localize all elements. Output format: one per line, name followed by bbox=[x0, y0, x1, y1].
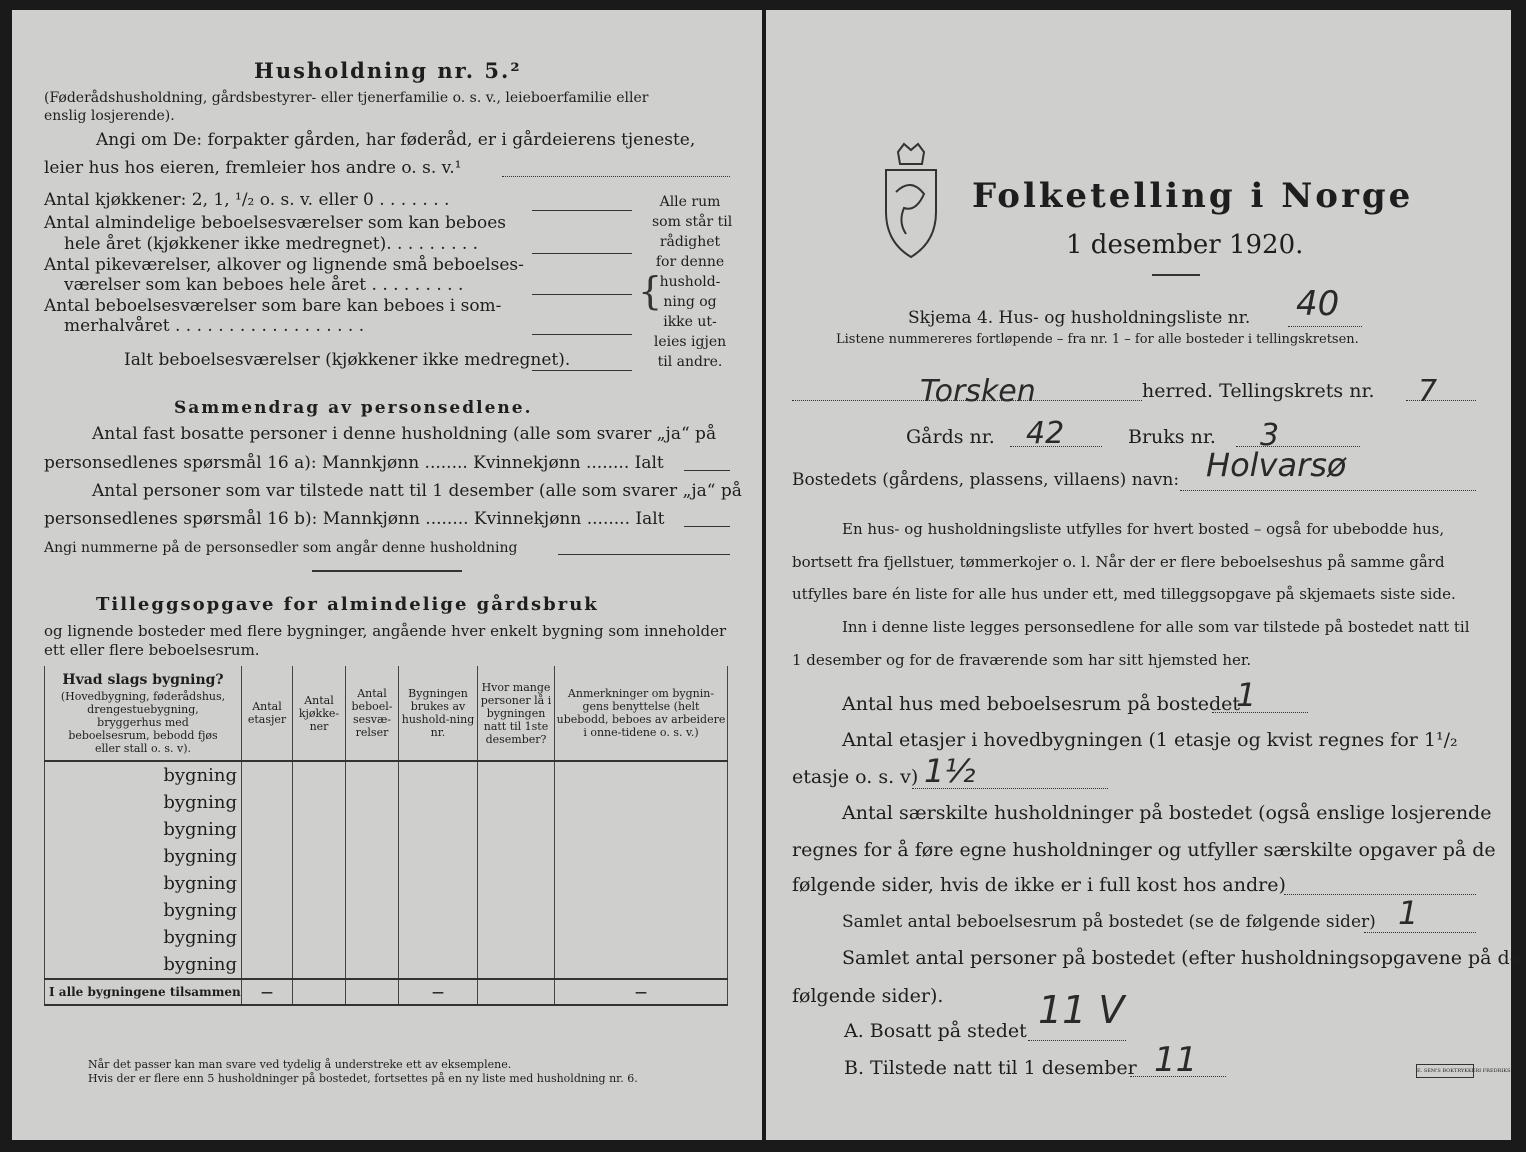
ialt-b-field[interactable] bbox=[684, 526, 730, 527]
table-cell[interactable] bbox=[242, 924, 293, 951]
header-type: Hvad slags bygning? (Hovedbygning, føderådshus, drengestuebygning, bryggerhus med beboelsesrum, bebodd fjøs eller stall o. s. v). bbox=[45, 666, 242, 761]
pike-line-1: Antal pikeværelser, alkover og lignende små beboelses- bbox=[44, 255, 524, 275]
table-row bbox=[45, 870, 728, 897]
hus-line bbox=[1212, 712, 1308, 713]
info-2: bortsett fra fjellstuer, tømmerkojer o. l. Når der er flere beboelseshus på samme gård bbox=[792, 553, 1445, 571]
table-cell[interactable] bbox=[478, 789, 555, 816]
table-cell[interactable] bbox=[293, 816, 346, 843]
table-cell[interactable] bbox=[555, 951, 728, 979]
row-building-label[interactable]: bygning bbox=[45, 870, 242, 897]
table-cell[interactable] bbox=[242, 789, 293, 816]
household-title: Husholdning nr. 5.² bbox=[254, 58, 522, 83]
skjema-label: Skjema 4. Hus- og husholdningsliste nr. bbox=[908, 308, 1251, 328]
table-cell[interactable] bbox=[293, 897, 346, 924]
header-personer: Hvor mange personer lå i bygningen natt til 1ste desember? bbox=[478, 666, 555, 761]
table-cell[interactable] bbox=[346, 789, 399, 816]
table-cell[interactable] bbox=[478, 816, 555, 843]
header-husholdning: Bygningen brukes av hushold-ning nr. bbox=[399, 666, 478, 761]
pike-field[interactable] bbox=[532, 294, 632, 295]
sum-beboel[interactable] bbox=[346, 979, 399, 1005]
table-row bbox=[45, 816, 728, 843]
row-building-label[interactable]: bygning bbox=[45, 951, 242, 979]
table-cell[interactable] bbox=[555, 843, 728, 870]
info-3: utfylles bare én liste for alle hus under ett, med tilleggsopgave på skjemaets siste side. bbox=[792, 585, 1456, 603]
gards-label: Gårds nr. bbox=[906, 426, 995, 448]
saer-line[interactable] bbox=[1284, 894, 1476, 895]
tillegg-title: Tilleggsopgave for almindelige gårdsbruk bbox=[96, 594, 599, 615]
bosatt-value[interactable]: 11 V bbox=[1038, 988, 1125, 1032]
tilstede-line bbox=[1130, 1076, 1226, 1077]
skjema-line bbox=[1288, 326, 1362, 327]
row-building-label[interactable]: bygning bbox=[45, 816, 242, 843]
table-cell[interactable] bbox=[346, 924, 399, 951]
sum-dash-etasjer: — bbox=[242, 979, 293, 1005]
table-cell[interactable] bbox=[399, 870, 478, 897]
gards-value[interactable]: 42 bbox=[1026, 416, 1065, 451]
table-cell[interactable] bbox=[478, 870, 555, 897]
header-etasjer: Antal etasjer bbox=[242, 666, 293, 761]
samlet-rum-label: Samlet antal beboelsesrum på bostedet (se de følgende sider) bbox=[842, 912, 1376, 932]
sum-dash-anm: — bbox=[555, 979, 728, 1005]
row-building-label[interactable]: bygning bbox=[45, 789, 242, 816]
table-cell[interactable] bbox=[293, 843, 346, 870]
table-cell[interactable] bbox=[346, 870, 399, 897]
row-building-label[interactable]: bygning bbox=[45, 897, 242, 924]
table-row bbox=[45, 897, 728, 924]
sammendrag-5: Angi nummerne på de personsedler som angår denne husholdning bbox=[44, 540, 518, 556]
table-cell[interactable] bbox=[293, 761, 346, 789]
table-cell[interactable] bbox=[478, 843, 555, 870]
saer-2: regnes for å føre egne husholdninger og utfyller særskilte opgaver på de bbox=[792, 839, 1496, 861]
bruks-value[interactable]: 3 bbox=[1260, 418, 1280, 453]
table-cell[interactable] bbox=[478, 924, 555, 951]
sammendrag-3: Antal personer som var tilstede natt til 1 desember (alle som svarer „ja“ på bbox=[92, 481, 742, 501]
sum-personer[interactable] bbox=[478, 979, 555, 1005]
footnote-1: Når det passer kan man svare ved tydelig å understreke ett av eksemplene. bbox=[88, 1058, 512, 1071]
table-cell[interactable] bbox=[399, 761, 478, 789]
tillegg-2: ett eller flere beboelsesrum. bbox=[44, 641, 260, 659]
sum-label: I alle bygningene tilsammen bbox=[45, 979, 242, 1005]
saer-3: følgende sider, hvis de ikke er i full kost hos andre) bbox=[792, 874, 1286, 896]
table-cell[interactable] bbox=[555, 816, 728, 843]
bosted-label: Bostedets (gårdens, plassens, villaens) navn: bbox=[792, 470, 1180, 490]
samlet-p-1: Samlet antal personer på bostedet (efter husholdningsopgavene på de bbox=[842, 947, 1521, 969]
herred-value[interactable]: Torsken bbox=[920, 374, 1036, 409]
sammendrag-2: personsedlenes spørsmål 16 a): Mannkjønn ........ Kvinnekjønn ........ Ialt bbox=[44, 453, 664, 473]
skjema-value[interactable]: 40 bbox=[1296, 284, 1340, 324]
building-table bbox=[44, 666, 728, 1006]
row-building-label[interactable]: bygning bbox=[45, 924, 242, 951]
intro-line-1: (Føderådshusholdning, gårdsbestyrer- eller tjenerfamilie o. s. v., leieboerfamilie eller bbox=[44, 90, 649, 106]
hus-label: Antal hus med beboelsesrum på bostedet bbox=[842, 693, 1241, 715]
ialt-field[interactable] bbox=[532, 370, 632, 371]
info-4: Inn i denne liste legges personsedlene for alle som var tilstede på bostedet natt til bbox=[842, 618, 1470, 636]
table-cell[interactable] bbox=[399, 924, 478, 951]
table-cell[interactable] bbox=[399, 897, 478, 924]
table-cell[interactable] bbox=[555, 761, 728, 789]
divider bbox=[312, 570, 462, 572]
row-building-label[interactable]: bygning bbox=[45, 761, 242, 789]
census-date: 1 desember 1920. bbox=[1066, 230, 1304, 260]
pike-line-2: værelser som kan beboes hele året . . . . . . . . . bbox=[64, 275, 464, 295]
footnote-2: Hvis der er flere enn 5 husholdninger på bostedet, fortsettes på en ny liste med husholdning nr. 6. bbox=[88, 1072, 638, 1085]
sammendrag-4: personsedlenes spørsmål 16 b): Mannkjønn ........ Kvinnekjønn ........ Ialt bbox=[44, 509, 665, 529]
sum-dash-husholdning: — bbox=[399, 979, 478, 1005]
title-rule bbox=[1152, 274, 1200, 276]
coat-of-arms-icon bbox=[876, 142, 946, 262]
krets-line bbox=[1406, 400, 1476, 401]
table-row bbox=[45, 843, 728, 870]
header-kjokkener: Antal kjøkke-ner bbox=[293, 666, 346, 761]
table-cell[interactable] bbox=[293, 870, 346, 897]
samlet-p-2: følgende sider). bbox=[792, 985, 944, 1007]
table-cell[interactable] bbox=[399, 816, 478, 843]
printer-stamp: E. SEM'S BOKTRYKKERI FREDRIKSHALD bbox=[1416, 1064, 1474, 1078]
table-cell[interactable] bbox=[478, 761, 555, 789]
somm-line-1: Antal beboelsesværelser som bare kan beboes i som- bbox=[44, 296, 502, 316]
header-beboelses: Antal beboel-sesvæ-relser bbox=[346, 666, 399, 761]
table-cell[interactable] bbox=[478, 951, 555, 979]
table-cell[interactable] bbox=[346, 951, 399, 979]
samlet-rum-value[interactable]: 1 bbox=[1398, 894, 1419, 932]
side-note: Alle rum som står til rådighet for denne hushold- ning og ikke ut- leies igjen til andre. bbox=[652, 194, 733, 370]
table-cell[interactable] bbox=[242, 897, 293, 924]
alm-line-1: Antal almindelige beboelsesværelser som kan beboes bbox=[44, 213, 506, 233]
table-cell[interactable] bbox=[242, 951, 293, 979]
table-cell[interactable] bbox=[242, 870, 293, 897]
angi-line-1: Angi om De: forpakter gården, har føderåd, er i gårdeierens tjeneste, bbox=[96, 130, 696, 150]
alm-field[interactable] bbox=[532, 253, 632, 254]
table-cell[interactable] bbox=[555, 924, 728, 951]
table-row bbox=[45, 761, 728, 789]
angi-fill-line[interactable] bbox=[502, 176, 730, 177]
somm-line-2: merhalvåret . . . . . . . . . . . . . . . . . . bbox=[64, 316, 365, 336]
table-cell[interactable] bbox=[555, 870, 728, 897]
table-row bbox=[45, 951, 728, 979]
info-5: 1 desember og for de fraværende som har sitt hjemsted her. bbox=[792, 651, 1252, 669]
main-title: Folketelling i Norge bbox=[972, 176, 1414, 216]
ialt-a-field[interactable] bbox=[684, 470, 730, 471]
bosted-value[interactable]: Holvarsø bbox=[1206, 446, 1347, 484]
saer-1: Antal særskilte husholdninger på bostedet (også enslige losjerende bbox=[842, 802, 1492, 824]
angi-line-2: leier hus hos eieren, fremleier hos andre o. s. v.¹ bbox=[44, 158, 462, 178]
herred-line bbox=[792, 400, 1142, 401]
table-cell[interactable] bbox=[555, 897, 728, 924]
listene-note: Listene nummereres fortløpende – fra nr. 1 – for alle bosteder i tellingskretsen. bbox=[836, 332, 1359, 347]
somm-field[interactable] bbox=[532, 334, 632, 335]
alm-line-2: hele året (kjøkkener ikke medregnet). . . . . . . . . bbox=[64, 234, 479, 254]
brace-icon: { bbox=[638, 269, 663, 313]
table-cell[interactable] bbox=[293, 924, 346, 951]
table-cell[interactable] bbox=[399, 951, 478, 979]
table-cell[interactable] bbox=[346, 761, 399, 789]
etasjer-value[interactable]: 1½ bbox=[924, 752, 976, 790]
sammendrag-title: Sammendrag av personsedlene. bbox=[174, 398, 533, 418]
table-row bbox=[45, 789, 728, 816]
gards-line bbox=[1010, 446, 1102, 447]
kjokken-field[interactable] bbox=[532, 210, 632, 211]
table-cell[interactable] bbox=[242, 843, 293, 870]
table-cell[interactable] bbox=[346, 816, 399, 843]
etasjer-line bbox=[912, 788, 1108, 789]
herred-label: herred. Tellingskrets nr. bbox=[1142, 380, 1375, 402]
sammendrag-1: Antal fast bosatte personer i denne husholdning (alle som svarer „ja“ på bbox=[92, 424, 717, 444]
right-page bbox=[766, 10, 1526, 1140]
bosatt-line bbox=[1028, 1040, 1126, 1041]
hus-value[interactable]: 1 bbox=[1236, 676, 1257, 714]
table-sum-row bbox=[45, 979, 728, 1005]
bosatt-label: A. Bosatt på stedet bbox=[844, 1020, 1027, 1042]
info-1: En hus- og husholdningsliste utfylles for hvert bosted – også for ubebodde hus, bbox=[842, 520, 1445, 538]
etasjer-1: Antal etasjer i hovedbygningen (1 etasje og kvist regnes for 1¹/₂ bbox=[842, 729, 1458, 751]
table-cell[interactable] bbox=[293, 951, 346, 979]
tilstede-label: B. Tilstede natt til 1 desember bbox=[844, 1057, 1137, 1079]
table-header-row bbox=[45, 666, 728, 761]
intro-line-2: enslig losjerende). bbox=[44, 108, 175, 124]
nummerne-field[interactable] bbox=[558, 554, 730, 555]
header-anmerkninger: Anmerkninger om bygnin-gens benyttelse (helt ubebodd, beboes av arbeidere i onne-tidene o. s. v.) bbox=[555, 666, 728, 761]
table-cell[interactable] bbox=[293, 789, 346, 816]
table-row bbox=[45, 924, 728, 951]
row-building-label[interactable]: bygning bbox=[45, 843, 242, 870]
table-cell[interactable] bbox=[399, 789, 478, 816]
kjokken-line: Antal kjøkkener: 2, 1, ¹/₂ o. s. v. eller 0 . . . . . . . bbox=[44, 190, 450, 210]
samlet-rum-line bbox=[1364, 932, 1476, 933]
ialt-line: Ialt beboelsesværelser (kjøkkener ikke medregnet). bbox=[124, 350, 571, 370]
table-cell[interactable] bbox=[399, 843, 478, 870]
krets-value[interactable]: 7 bbox=[1418, 374, 1438, 409]
table-cell[interactable] bbox=[242, 761, 293, 789]
table-cell[interactable] bbox=[346, 897, 399, 924]
table-cell[interactable] bbox=[346, 843, 399, 870]
sum-kjokken[interactable] bbox=[293, 979, 346, 1005]
tilstede-value[interactable]: 11 bbox=[1154, 1040, 1198, 1080]
bosted-line bbox=[1180, 490, 1476, 491]
tillegg-1: og lignende bosteder med flere bygninger, angående hver enkelt bygning som inneholder bbox=[44, 622, 727, 640]
table-cell[interactable] bbox=[478, 897, 555, 924]
left-page bbox=[12, 10, 762, 1140]
bruks-label: Bruks nr. bbox=[1128, 426, 1216, 448]
table-cell[interactable] bbox=[555, 789, 728, 816]
table-cell[interactable] bbox=[242, 816, 293, 843]
etasjer-2: etasje o. s. v) bbox=[792, 766, 919, 788]
